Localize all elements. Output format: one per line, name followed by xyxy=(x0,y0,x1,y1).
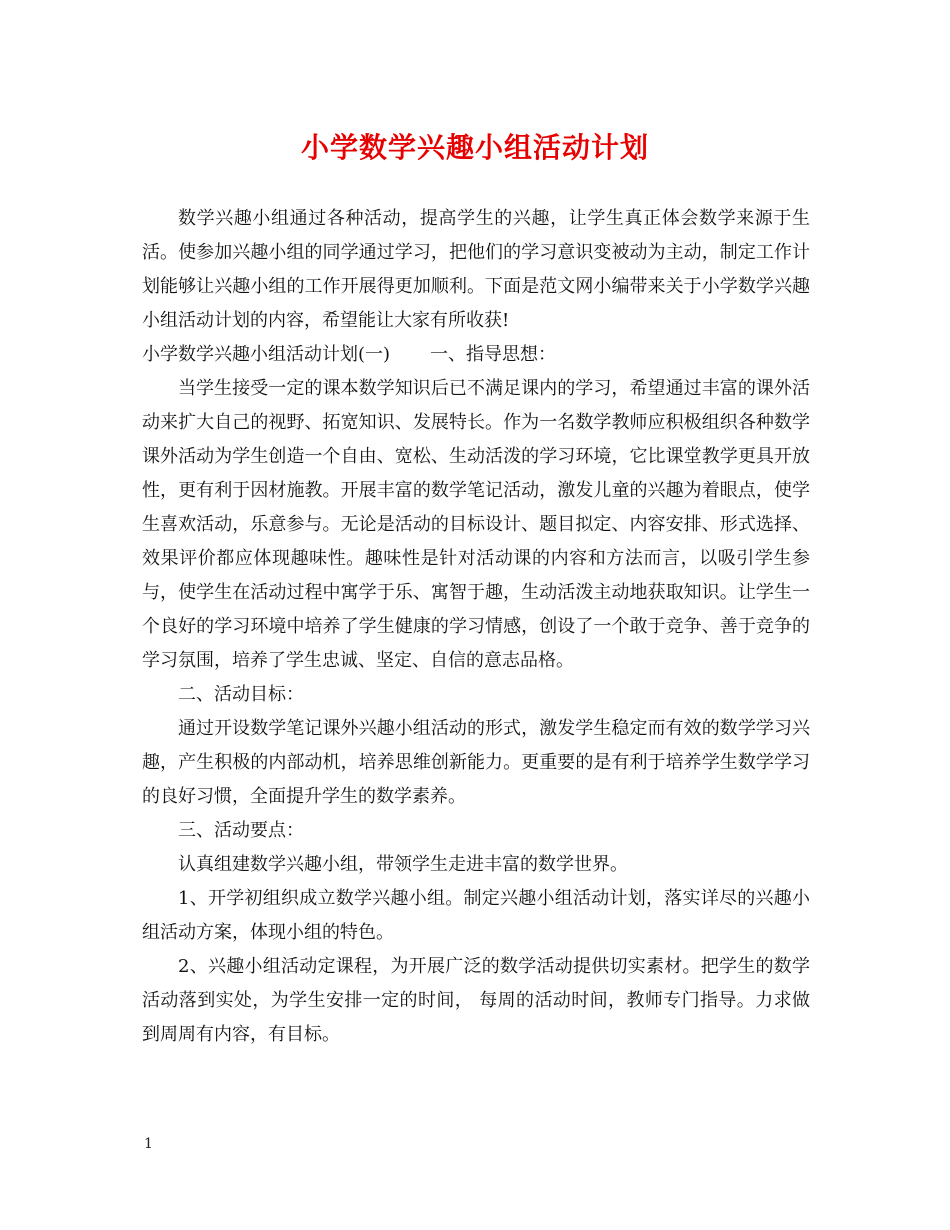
section1-paragraph: 当学生接受一定的课本数学知识后已不满足课内的学习，希望通过丰富的课外活动来扩大自己的视野、拓宽知识、发展特长。作为一名数学教师应积极组织各种数学课外活动为学生创造一个自由、宽松、生动活泼的学习环境，它比课堂教学更具开放性，更有利于因材施教。开展丰富的数学笔记活动，激发儿童的兴趣为着眼点，使学生喜欢活动，乐意参与。无论是活动的目标设计、题目拟定、内容安排、形式选择、效果评价都应体现趣味性。趣味性是针对活动课的内容和方法而言，以吸引学生参与，使学生在活动过程中寓学于乐、寓智于趣，生动活泼主动地获取知识。让学生一个良好的学习环境中培养了学生健康的学习情感，创设了一个敢于竞争、善于竞争的学习氛围，培养了学生忠诚、坚定、自信的意志品格。 xyxy=(142,378,810,671)
list-item-2: 2、兴趣小组活动定课程，为开展广泛的数学活动提供切实素材。把学生的数学活动落到实处，为学生安排一定的时间， 每周的活动时间，教师专门指导。力求做到周周有内容，有目标。 xyxy=(142,956,810,1045)
document-title: 小学数学兴趣小组活动计划 xyxy=(300,131,649,164)
section1-heading: 一、指导思想： xyxy=(430,344,557,365)
document-body xyxy=(142,202,810,1052)
section3-heading: 三、活动要点： xyxy=(178,820,304,841)
section2-paragraph: 通过开设数学笔记课外兴趣小组活动的形式，激发学生稳定而有效的数学学习兴趣，产生积极的内部动机，培养思维创新能力。更重要的是有利于培养学生数学学习的良好习惯，全面提升学生的数学素养。 xyxy=(142,718,810,807)
section2-heading: 二、活动目标： xyxy=(178,684,304,705)
plan-heading-line xyxy=(142,338,810,372)
plan-heading: 小学数学兴趣小组活动计划(一) xyxy=(142,344,391,365)
list-item-1: 1、开学初组织成立数学兴趣小组。制定兴趣小组活动计划，落实详尽的兴趣小组活动方案，体现小组的特色。 xyxy=(142,888,810,943)
intro-paragraph: 数学兴趣小组通过各种活动，提高学生的兴趣，让学生真正体会数学来源于生活。使参加兴趣小组的同学通过学习，把他们的学习意识变被动为主动，制定工作计划能够让兴趣小组的工作开展得更加顺利。下面是范文网小编带来关于小学数学兴趣小组活动计划的内容，希望能让大家有所收获! xyxy=(142,208,810,331)
section3-paragraph: 认真组建数学兴趣小组，带领学生走进丰富的数学世界。 xyxy=(178,854,628,875)
page-number: 1 xyxy=(144,1136,153,1152)
